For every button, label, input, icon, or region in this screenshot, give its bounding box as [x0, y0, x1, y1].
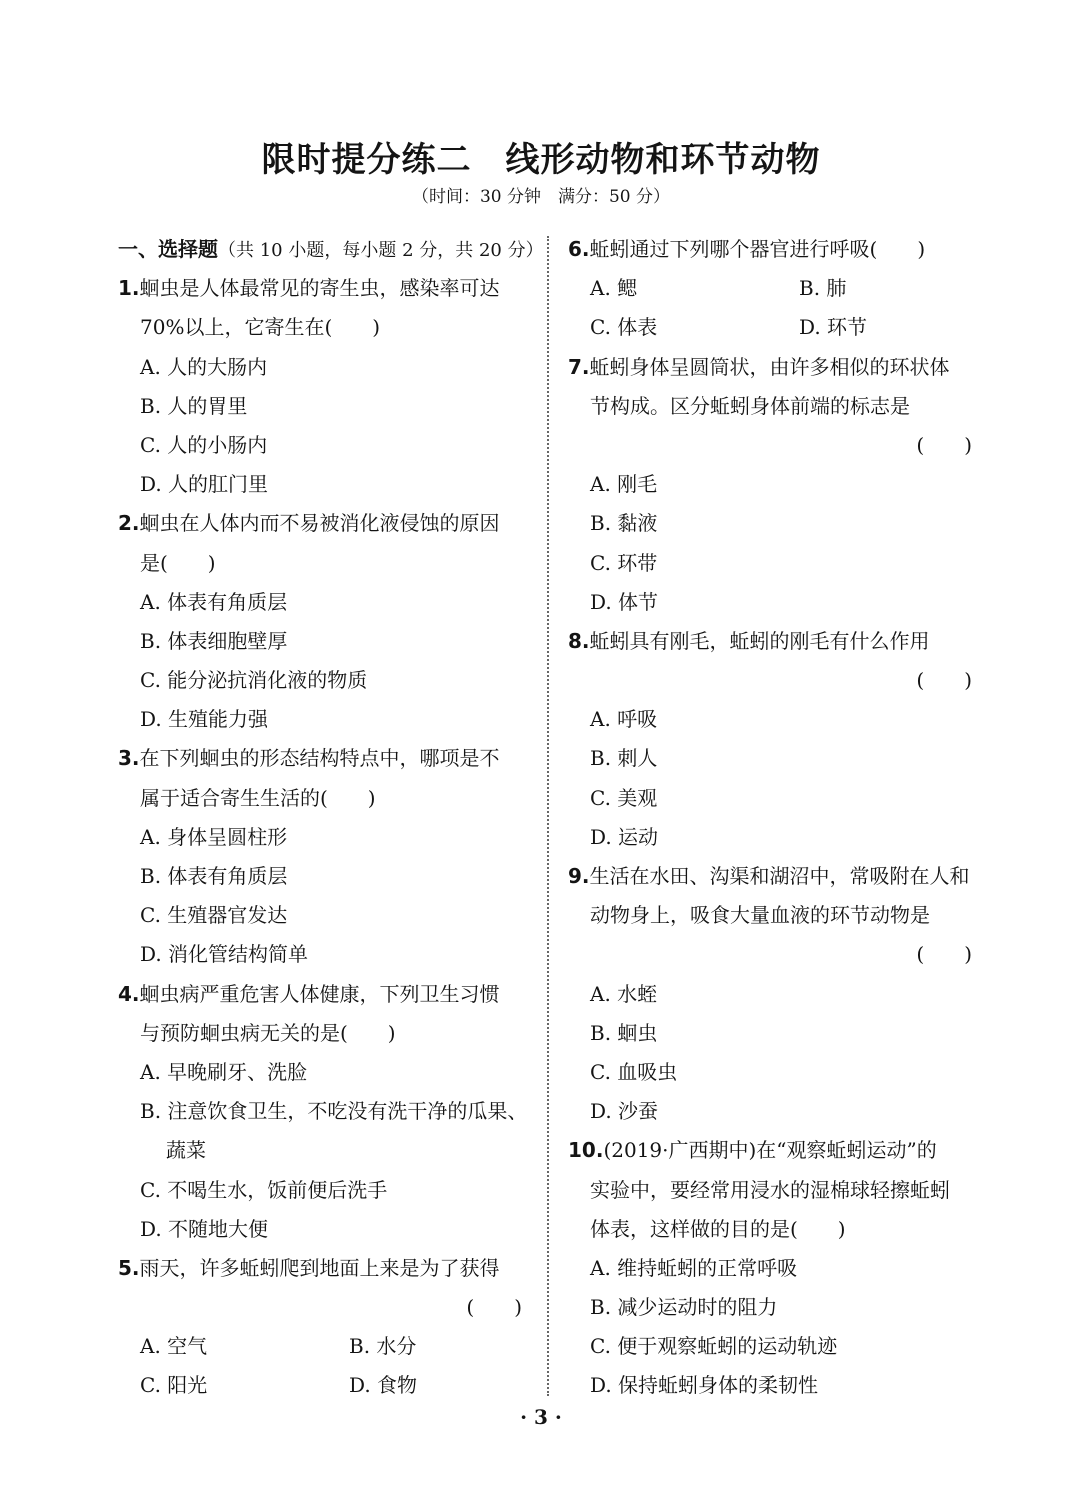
- question-2: [118, 504, 528, 739]
- question-number: 2.: [118, 511, 140, 536]
- option-a: A. 体表有角质层: [140, 589, 288, 614]
- option-b: B. 水分: [349, 1334, 417, 1359]
- option-b: B. 肺: [799, 276, 847, 301]
- option-c: C. 阳光: [140, 1373, 208, 1398]
- option-d: D. 运动: [590, 824, 659, 849]
- question-text: (2019·广西期中)在“观察蚯蚓运动”的: [603, 1138, 937, 1163]
- option-d: D. 生殖能力强: [140, 707, 269, 732]
- question-9: [568, 857, 978, 1131]
- question-text: 蚯蚓具有刚毛，蚯蚓的刚毛有什么作用: [589, 628, 930, 653]
- right-column: [568, 230, 978, 1406]
- option-b: B. 黏液: [590, 511, 658, 536]
- question-3: [118, 739, 528, 974]
- option-b: B. 减少运动时的阻力: [590, 1295, 778, 1320]
- title-part2: 线形动物和环节动物: [505, 140, 821, 180]
- title-part1: 限时提分练二: [261, 140, 472, 180]
- question-text: 蛔虫病严重危害人体健康，下列卫生习惯: [139, 981, 500, 1006]
- question-text: 雨天，许多蚯蚓爬到地面上来是为了获得: [139, 1255, 500, 1280]
- option-a: A. 维持蚯蚓的正常呼吸: [590, 1255, 798, 1280]
- option-c: C. 血吸虫: [590, 1059, 678, 1084]
- option-c: C. 环带: [590, 550, 658, 575]
- option-c: C. 美观: [590, 785, 658, 810]
- question-7: [568, 348, 978, 622]
- option-a: A. 人的大肠内: [140, 354, 268, 379]
- question-4: [118, 975, 528, 1249]
- option-b: B. 蛔虫: [590, 1020, 658, 1045]
- option-d: D. 环节: [799, 315, 868, 340]
- option-a: A. 水蛭: [590, 981, 658, 1006]
- section-header: [118, 230, 544, 269]
- question-text: 属于适合寄生生活的( ): [140, 785, 376, 810]
- question-number: 7.: [568, 354, 590, 379]
- option-b: B. 注意饮食卫生，不吃没有洗干净的瓜果、: [140, 1099, 528, 1124]
- question-text: 节构成。区分蚯蚓身体前端的标志是: [590, 393, 910, 418]
- question-text: 在下列蛔虫的形态结构特点中，哪项是不: [139, 746, 500, 771]
- question-number: 9.: [568, 864, 590, 888]
- section-note: （共 10 小题，每小题 2 分，共 20 分）: [218, 240, 544, 261]
- column-divider: [547, 236, 549, 1396]
- question-text: 动物身上，吸食大量血液的环节动物是: [590, 903, 930, 928]
- option-d: D. 体节: [590, 589, 659, 614]
- question-text: 蚯蚓通过下列哪个器官进行呼吸( ): [589, 237, 926, 261]
- left-column: [118, 230, 544, 1406]
- answer-parentheses: ( ): [916, 432, 972, 457]
- question-8: [568, 622, 978, 857]
- question-text: 实验中，要经常用浸水的湿棉球轻擦蚯蚓: [590, 1177, 950, 1202]
- question-text: 蛔虫在人体内而不易被消化液侵蚀的原因: [139, 511, 500, 536]
- answer-parentheses: ( ): [916, 942, 972, 967]
- option-b: B. 体表细胞壁厚: [140, 628, 288, 653]
- option-c: C. 能分泌抗消化液的物质: [140, 668, 368, 693]
- question-number: 8.: [568, 628, 590, 653]
- option-b: B. 体表有角质层: [140, 864, 288, 888]
- option-d: D. 消化管结构简单: [140, 942, 309, 967]
- option-a: A. 空气: [140, 1334, 208, 1359]
- option-c: C. 人的小肠内: [140, 432, 268, 457]
- option-c: C. 生殖器官发达: [140, 903, 288, 928]
- option-d: D. 保持蚯蚓身体的柔韧性: [590, 1373, 819, 1398]
- question-6: [568, 230, 978, 348]
- option-b-continued: 蔬菜: [166, 1138, 206, 1163]
- answer-parentheses: ( ): [466, 1295, 522, 1320]
- option-c: C. 便于观察蚯蚓的运动轨迹: [590, 1334, 838, 1359]
- question-number: 6.: [568, 237, 590, 261]
- question-number: 1.: [118, 276, 140, 301]
- option-b: B. 人的胃里: [140, 393, 248, 418]
- question-text: 生活在水田、沟渠和湖沼中，常吸附在人和: [589, 864, 970, 888]
- option-a: A. 刚毛: [590, 472, 658, 497]
- option-b: B. 刺人: [590, 746, 658, 771]
- option-d: D. 沙蚕: [590, 1099, 659, 1124]
- option-d: D. 人的肛门里: [140, 472, 269, 497]
- option-c: C. 不喝生水，饭前便后洗手: [140, 1177, 388, 1202]
- question-text: 蛔虫是人体最常见的寄生虫，感染率可达: [139, 276, 500, 301]
- question-number: 10.: [568, 1138, 604, 1163]
- question-text: 蚯蚓身体呈圆筒状，由许多相似的环状体: [589, 354, 950, 379]
- option-d: D. 不随地大便: [140, 1216, 269, 1241]
- option-a: A. 早晚刷牙、洗脸: [140, 1059, 308, 1084]
- page-subtitle: （时间：30 分钟 满分：50 分）: [411, 187, 671, 207]
- option-a: A. 鳃: [590, 276, 638, 301]
- question-text: 与预防蛔虫病无关的是( ): [140, 1020, 396, 1045]
- question-5: [118, 1249, 528, 1406]
- option-a: A. 呼吸: [590, 707, 658, 732]
- answer-parentheses: ( ): [916, 668, 972, 693]
- question-text: 是( ): [140, 550, 216, 575]
- option-d: D. 食物: [349, 1373, 418, 1398]
- question-text: 体表，这样做的目的是( ): [590, 1216, 846, 1241]
- page-number: · 3 ·: [520, 1405, 562, 1429]
- option-a: A. 身体呈圆柱形: [140, 824, 288, 849]
- option-c: C. 体表: [590, 315, 658, 340]
- question-number: 3.: [118, 746, 140, 771]
- question-number: 4.: [118, 981, 140, 1006]
- question-text: 70%以上，它寄生在( ): [140, 315, 381, 340]
- question-1: [118, 269, 528, 504]
- section-label: 一、选择题: [118, 237, 218, 261]
- page-title: [0, 132, 1082, 181]
- question-number: 5.: [118, 1255, 140, 1280]
- question-10: [568, 1131, 978, 1405]
